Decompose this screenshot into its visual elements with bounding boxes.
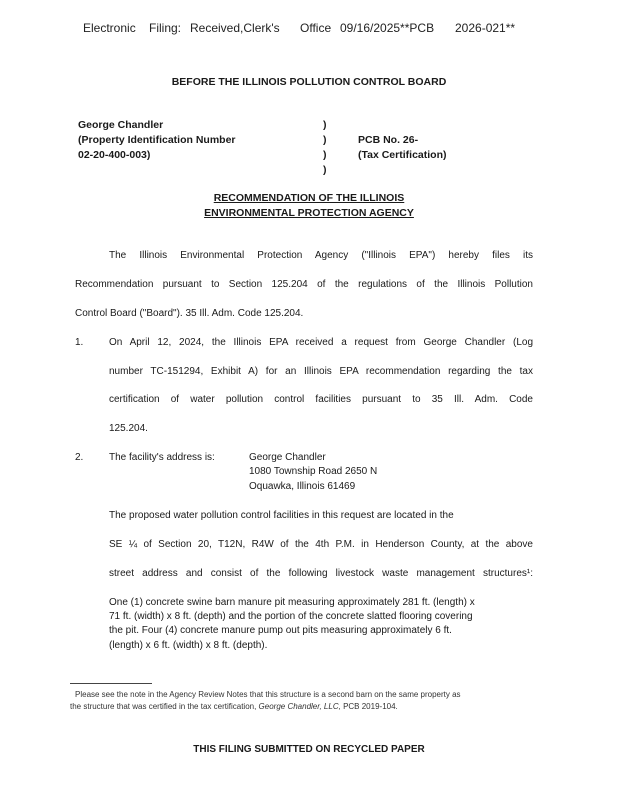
recycled-paper-footer: THIS FILING SUBMITTED ON RECYCLED PAPER (193, 744, 425, 755)
caption-party: George Chandler (78, 119, 164, 131)
paragraph-line: 125.204. (109, 423, 148, 434)
paragraph-number: 1. (75, 337, 84, 348)
header-received: Received,Clerk's (190, 21, 280, 35)
footnote-text: the structure that was certified in the tax certification, (70, 702, 257, 711)
structure-detail-line: the pit. Four (4) concrete manure pump out pits measuring approximately 6 ft. (109, 625, 452, 636)
header-docket: 2026-021** (455, 21, 516, 35)
header-office: Office (300, 21, 332, 35)
structure-detail-line: (length) x 6 ft. (width) x 8 ft. (depth). (109, 640, 268, 651)
paragraph-line: street address and consist of the following livestock waste management structures¹: (109, 568, 533, 579)
intro-line: The Illinois Environmental Protection Agency ("Illinois EPA") hereby files its (109, 250, 533, 261)
paragraph-line: On April 12, 2024, the Illinois EPA received a request from George Chandler (Log (109, 337, 533, 348)
footnote-citation: PCB 2019-104. (343, 702, 398, 711)
footnote-line (70, 702, 398, 711)
structure-detail-line: 71 ft. (width) x 8 ft. (depth) and the portion of the concrete slatted flooring covering (109, 611, 473, 622)
caption-bracket: ) (323, 149, 327, 161)
recommendation-heading-line1: RECOMMENDATION OF THE ILLINOIS (213, 192, 405, 204)
header-electronic: Electronic (83, 21, 136, 35)
caption-pin-number: 02-20-400-003) (78, 149, 151, 161)
structure-detail-line: One (1) concrete swine barn manure pit measuring approximately 281 ft. (length) x (109, 597, 475, 608)
caption-bracket: ) (323, 119, 327, 131)
paragraph-line: certification of water pollution control facilities pursuant to 35 Ill. Adm. Code (109, 394, 533, 405)
caption-type: (Tax Certification) (358, 149, 447, 161)
caption-bracket: ) (323, 134, 327, 146)
document-title: BEFORE THE ILLINOIS POLLUTION CONTROL BOARD (171, 76, 447, 88)
intro-line: Control Board ("Board"). 35 Ill. Adm. Code 125.204. (75, 308, 304, 319)
facility-address-label: The facility's address is: (109, 452, 215, 463)
caption-docket: PCB No. 26- (358, 134, 419, 146)
intro-line: Recommendation pursuant to Section 125.204 of the regulations of the Illinois Pollution (75, 279, 533, 290)
address-line: George Chandler (249, 452, 326, 463)
paragraph-line: SE ¼ of Section 20, T12N, R4W of the 4th P.M. in Henderson County, at the above (109, 539, 533, 550)
footnote-line: Please see the note in the Agency Review Notes that this structure is a second barn on the same property as (75, 690, 461, 699)
caption-pin-label: (Property Identification Number (78, 134, 236, 146)
paragraph-line: number TC-151294, Exhibit A) for an Illinois EPA recommendation regarding the tax (109, 366, 533, 377)
address-line: Oquawka, Illinois 61469 (249, 481, 356, 492)
header-date: 09/16/2025**PCB (340, 21, 435, 35)
footnote-case-name: George Chandler, LLC, (258, 702, 341, 711)
header-filing: Filing: (149, 21, 182, 35)
footnote-divider (70, 683, 152, 684)
paragraph-line: The proposed water pollution control facilities in this request are located in the (109, 510, 454, 521)
paragraph-number: 2. (75, 452, 84, 463)
caption-bracket: ) (323, 164, 327, 176)
recommendation-heading-line2: ENVIRONMENTAL PROTECTION AGENCY (204, 207, 414, 219)
address-line: 1080 Township Road 2650 N (249, 466, 378, 477)
